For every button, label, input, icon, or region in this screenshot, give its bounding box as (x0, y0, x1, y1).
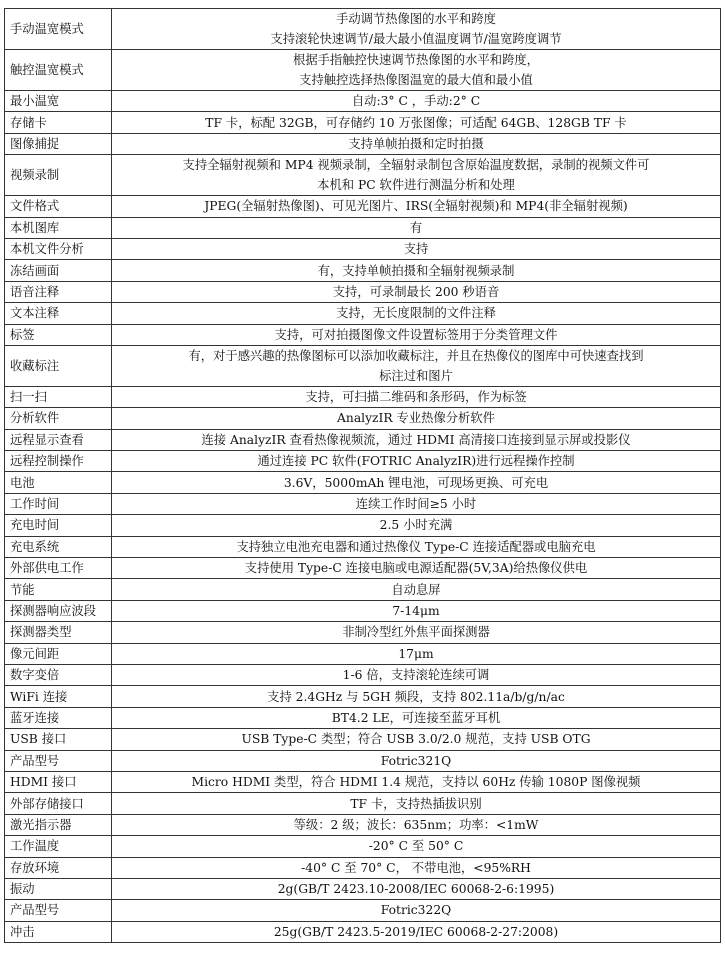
spec-label: 手动温宽模式 (5, 9, 112, 50)
table-row (5, 155, 721, 196)
spec-label: 产品型号 (5, 900, 112, 921)
table-row (5, 133, 721, 154)
spec-value: 支持 (112, 238, 721, 259)
table-row (5, 9, 721, 50)
spec-label: 充电时间 (5, 515, 112, 536)
spec-value: 3.6V，5000mAh 锂电池，可现场更换、可充电 (112, 472, 721, 493)
spec-label: USB 接口 (5, 729, 112, 750)
table-row (5, 686, 721, 707)
spec-label: 标签 (5, 324, 112, 345)
table-row (5, 260, 721, 281)
spec-value: 支持全辐射视频和 MP4 视频录制，全辐射录制包含原始温度数据，录制的视频文件可 本机和 PC 软件进行测温分析和处理 (112, 155, 721, 196)
spec-value: JPEG(全辐射热像图)、可见光图片、IRS(全辐射视频)和 MP4(非全辐射视频) (112, 196, 721, 217)
spec-value: Fotric321Q (112, 750, 721, 771)
spec-value: 连续工作时间≥5 小时 (112, 493, 721, 514)
spec-table (4, 8, 721, 943)
spec-value: 2g(GB/T 2423.10-2008/IEC 60068-2-6:1995) (112, 878, 721, 899)
table-row (5, 324, 721, 345)
spec-label: 视频录制 (5, 155, 112, 196)
table-row (5, 196, 721, 217)
spec-label: 扫一扫 (5, 386, 112, 407)
spec-label: 远程显示查看 (5, 429, 112, 450)
spec-value: 17μm (112, 643, 721, 664)
spec-value: AnalyzIR 专业热像分析软件 (112, 408, 721, 429)
spec-value: 支持 2.4GHz 与 5GH 频段，支持 802.11a/b/g/n/ac (112, 686, 721, 707)
table-row (5, 814, 721, 835)
table-row (5, 451, 721, 472)
table-row (5, 112, 721, 133)
spec-label: 数字变倍 (5, 664, 112, 685)
table-row (5, 900, 721, 921)
spec-value: -40° C 至 70° C， 不带电池，<95%RH (112, 857, 721, 878)
table-row (5, 771, 721, 792)
spec-value: -20° C 至 50° C (112, 836, 721, 857)
spec-value: 支持使用 Type-C 连接电脑或电源适配器(5V,3A)给热像仪供电 (112, 558, 721, 579)
spec-value: Fotric322Q (112, 900, 721, 921)
spec-label: 电池 (5, 472, 112, 493)
table-row (5, 429, 721, 450)
spec-value: USB Type-C 类型；符合 USB 3.0/2.0 规范，支持 USB OTG (112, 729, 721, 750)
spec-value: 1-6 倍，支持滚轮连续可调 (112, 664, 721, 685)
spec-label: 本机文件分析 (5, 238, 112, 259)
table-row (5, 386, 721, 407)
spec-label: 产品型号 (5, 750, 112, 771)
spec-label: 存储卡 (5, 112, 112, 133)
spec-value: 自动息屏 (112, 579, 721, 600)
spec-value: Micro HDMI 类型，符合 HDMI 1.4 规范，支持以 60Hz 传输 1080P 图像视频 (112, 771, 721, 792)
spec-label: 图像捕捉 (5, 133, 112, 154)
spec-value: 25g(GB/T 2423.5-2019/IEC 60068-2-27:2008) (112, 921, 721, 942)
table-row (5, 536, 721, 557)
table-row (5, 50, 721, 91)
spec-value: 手动调节热像图的水平和跨度 支持滚轮快速调节/最大最小值温度调节/温宽跨度调节 (112, 9, 721, 50)
table-row (5, 558, 721, 579)
table-row (5, 878, 721, 899)
spec-label: 探测器响应波段 (5, 600, 112, 621)
spec-value: 非制冷型红外焦平面探测器 (112, 622, 721, 643)
spec-label: 充电系统 (5, 536, 112, 557)
table-row (5, 622, 721, 643)
spec-label: 分析软件 (5, 408, 112, 429)
table-row (5, 515, 721, 536)
spec-label: 冻结画面 (5, 260, 112, 281)
spec-value: 有，对于感兴趣的热像图标可以添加收藏标注，并且在热像仪的图库中可快速查找到 标注过和图片 (112, 345, 721, 386)
spec-value: 支持单帧拍摄和定时拍摄 (112, 133, 721, 154)
spec-value: TF 卡，标配 32GB，可存储约 10 万张图像；可适配 64GB、128GB TF 卡 (112, 112, 721, 133)
table-row (5, 836, 721, 857)
spec-label: 探测器类型 (5, 622, 112, 643)
table-row (5, 664, 721, 685)
spec-label: 像元间距 (5, 643, 112, 664)
table-row (5, 303, 721, 324)
spec-label: 存放环境 (5, 857, 112, 878)
spec-value: 连接 AnalyzIR 查看热像视频流，通过 HDMI 高清接口连接到显示屏或投影仪 (112, 429, 721, 450)
table-row (5, 472, 721, 493)
spec-value: 通过连接 PC 软件(FOTRIC AnalyzIR)进行远程操作控制 (112, 451, 721, 472)
table-row (5, 493, 721, 514)
spec-value: BT4.2 LE，可连接至蓝牙耳机 (112, 707, 721, 728)
table-row (5, 750, 721, 771)
spec-label: 外部供电工作 (5, 558, 112, 579)
table-row (5, 793, 721, 814)
table-row (5, 579, 721, 600)
spec-value: 自动:3° C ，手动:2° C (112, 91, 721, 112)
spec-value: 根据手指触控快速调节热像图的水平和跨度， 支持触控选择热像图温宽的最大值和最小值 (112, 50, 721, 91)
spec-label: 冲击 (5, 921, 112, 942)
spec-label: 激光指示器 (5, 814, 112, 835)
table-row (5, 408, 721, 429)
spec-value: 支持，无长度限制的文件注释 (112, 303, 721, 324)
spec-label: 工作温度 (5, 836, 112, 857)
spec-value: 7-14μm (112, 600, 721, 621)
table-row (5, 921, 721, 942)
spec-value: TF 卡，支持热插拔识别 (112, 793, 721, 814)
spec-label: 节能 (5, 579, 112, 600)
table-row (5, 643, 721, 664)
spec-label: 振动 (5, 878, 112, 899)
spec-label: 语音注释 (5, 281, 112, 302)
table-row (5, 707, 721, 728)
spec-label: 文本注释 (5, 303, 112, 324)
table-row (5, 345, 721, 386)
table-row (5, 281, 721, 302)
table-row (5, 91, 721, 112)
spec-value: 支持，可录制最长 200 秒语音 (112, 281, 721, 302)
table-row (5, 729, 721, 750)
spec-table-body (5, 9, 721, 943)
spec-value: 等级：2 级；波长：635nm；功率：<1mW (112, 814, 721, 835)
table-row (5, 217, 721, 238)
spec-label: WiFi 连接 (5, 686, 112, 707)
spec-label: 蓝牙连接 (5, 707, 112, 728)
spec-value: 有，支持单帧拍摄和全辐射视频录制 (112, 260, 721, 281)
spec-label: HDMI 接口 (5, 771, 112, 792)
spec-label: 本机图库 (5, 217, 112, 238)
spec-label: 工作时间 (5, 493, 112, 514)
spec-value: 支持独立电池充电器和通过热像仪 Type-C 连接适配器或电脑充电 (112, 536, 721, 557)
spec-label: 文件格式 (5, 196, 112, 217)
spec-label: 外部存储接口 (5, 793, 112, 814)
spec-label: 远程控制操作 (5, 451, 112, 472)
table-row (5, 238, 721, 259)
spec-value: 支持，可扫描二维码和条形码，作为标签 (112, 386, 721, 407)
spec-value: 有 (112, 217, 721, 238)
table-row (5, 857, 721, 878)
spec-value: 支持，可对拍摄图像文件设置标签用于分类管理文件 (112, 324, 721, 345)
table-row (5, 600, 721, 621)
spec-value: 2.5 小时充满 (112, 515, 721, 536)
spec-label: 收藏标注 (5, 345, 112, 386)
spec-label: 最小温宽 (5, 91, 112, 112)
spec-label: 触控温宽模式 (5, 50, 112, 91)
